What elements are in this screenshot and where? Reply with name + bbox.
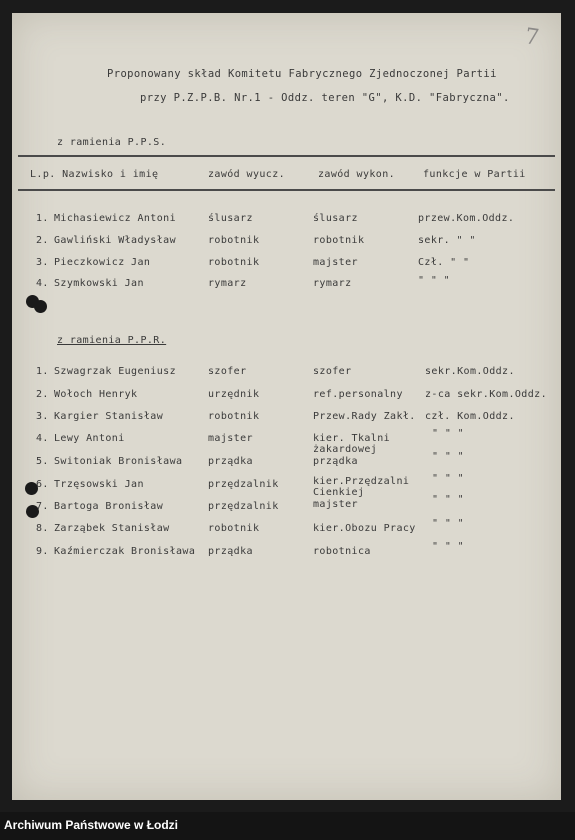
- title-line-2: przy P.Z.P.B. Nr.1 - Oddz. teren "G", K.D. "Fabryczna".: [140, 92, 510, 104]
- row-name: Zarząbek Stanisław: [54, 523, 170, 534]
- row-number: 3.: [36, 411, 49, 422]
- row-function: z-ca sekr.Kom.Oddz.: [425, 389, 547, 400]
- row-learned: prządka: [208, 456, 253, 467]
- row-performed: robotnik: [313, 235, 365, 246]
- row-name: Gawliński Władysław: [54, 235, 176, 246]
- row-number: 9.: [36, 546, 49, 557]
- row-performed: szofer: [313, 366, 352, 377]
- row-function: " " ": [432, 541, 465, 552]
- document-page: [12, 13, 561, 800]
- row-number: 3.: [36, 257, 49, 268]
- row-function: " " ": [432, 518, 465, 529]
- header-party-function: funkcje w Partii: [423, 169, 526, 180]
- row-learned: przędzalnik: [208, 479, 279, 490]
- row-function: sekr. " ": [418, 235, 476, 246]
- divider-top: [18, 155, 555, 157]
- row-name: Kaźmierczak Bronisława: [54, 546, 196, 557]
- divider-header: [18, 189, 555, 191]
- row-number: 4.: [36, 433, 49, 444]
- row-function: " " ": [432, 451, 465, 462]
- row-performed: robotnica: [313, 546, 371, 557]
- row-function: " " ": [432, 473, 465, 484]
- row-number: 2.: [36, 389, 49, 400]
- row-name: Wołoch Henryk: [54, 389, 138, 400]
- row-function: " " ": [432, 494, 465, 505]
- row-performed: prządka: [313, 456, 358, 467]
- row-function: sekr.Kom.Oddz.: [425, 366, 515, 377]
- row-performed: kier. Tkalni: [313, 433, 391, 444]
- section-heading-pps: z ramienia P.P.S.: [57, 137, 167, 148]
- row-performed: rymarz: [313, 278, 352, 289]
- row-performed: kier.Przędzalni: [313, 476, 410, 487]
- row-number: 1.: [36, 213, 49, 224]
- row-name: Michasiewicz Antoni: [54, 213, 176, 224]
- row-learned: majster: [208, 433, 253, 444]
- row-number: 7.: [36, 501, 49, 512]
- row-learned: przędzalnik: [208, 501, 279, 512]
- page-number: 7: [523, 24, 541, 51]
- punch-hole: [34, 300, 47, 313]
- row-function: " " ": [418, 275, 451, 286]
- row-function: przew.Kom.Oddz.: [418, 213, 515, 224]
- row-name: Lewy Antoni: [54, 433, 125, 444]
- row-performed-cont: Cienkiej: [313, 487, 365, 498]
- row-learned: robotnik: [208, 235, 260, 246]
- row-name: Szwagrzak Eugeniusz: [54, 366, 176, 377]
- row-learned: robotnik: [208, 257, 260, 268]
- row-learned: szofer: [208, 366, 247, 377]
- row-name: Switoniak Bronisława: [54, 456, 183, 467]
- row-learned: robotnik: [208, 523, 260, 534]
- row-name: Bartoga Bronisław: [54, 501, 164, 512]
- row-number: 6.: [36, 479, 49, 490]
- row-learned: urzędnik: [208, 389, 260, 400]
- header-profession-learned: zawód wyucz.: [208, 169, 286, 180]
- header-lp-name: L.p. Nazwisko i imię: [30, 169, 159, 180]
- row-number: 4.: [36, 278, 49, 289]
- row-function: Czł. " ": [418, 257, 470, 268]
- row-performed: ref.personalny: [313, 389, 403, 400]
- row-number: 1.: [36, 366, 49, 377]
- row-function: " " ": [432, 428, 465, 439]
- title-line-1: Proponowany skład Komitetu Fabrycznego Zjednoczonej Partii: [107, 68, 497, 80]
- row-name: Kargier Stanisław: [54, 411, 164, 422]
- section-heading-ppr: z ramienia P.P.R.: [57, 335, 167, 346]
- row-function: czł. Kom.Oddz.: [425, 411, 515, 422]
- row-performed: majster: [313, 257, 358, 268]
- header-profession-performed: zawód wykon.: [318, 169, 396, 180]
- row-name: Szymkowski Jan: [54, 278, 144, 289]
- archive-footer: [0, 812, 575, 840]
- row-performed: kier.Obozu Pracy: [313, 523, 416, 534]
- row-name: Pieczkowicz Jan: [54, 257, 151, 268]
- row-performed: majster: [313, 499, 358, 510]
- row-performed: ślusarz: [313, 213, 358, 224]
- row-learned: ślusarz: [208, 213, 253, 224]
- row-number: 2.: [36, 235, 49, 246]
- archive-name: Archiwum Państwowe w Łodzi: [4, 818, 179, 832]
- row-number: 5.: [36, 456, 49, 467]
- row-performed: Przew.Rady Zakł.: [313, 411, 416, 422]
- row-learned: prządka: [208, 546, 253, 557]
- row-learned: rymarz: [208, 278, 247, 289]
- row-name: Trzęsowski Jan: [54, 479, 144, 490]
- row-number: 8.: [36, 523, 49, 534]
- row-learned: robotnik: [208, 411, 260, 422]
- row-performed-cont: żakardowej: [313, 444, 378, 455]
